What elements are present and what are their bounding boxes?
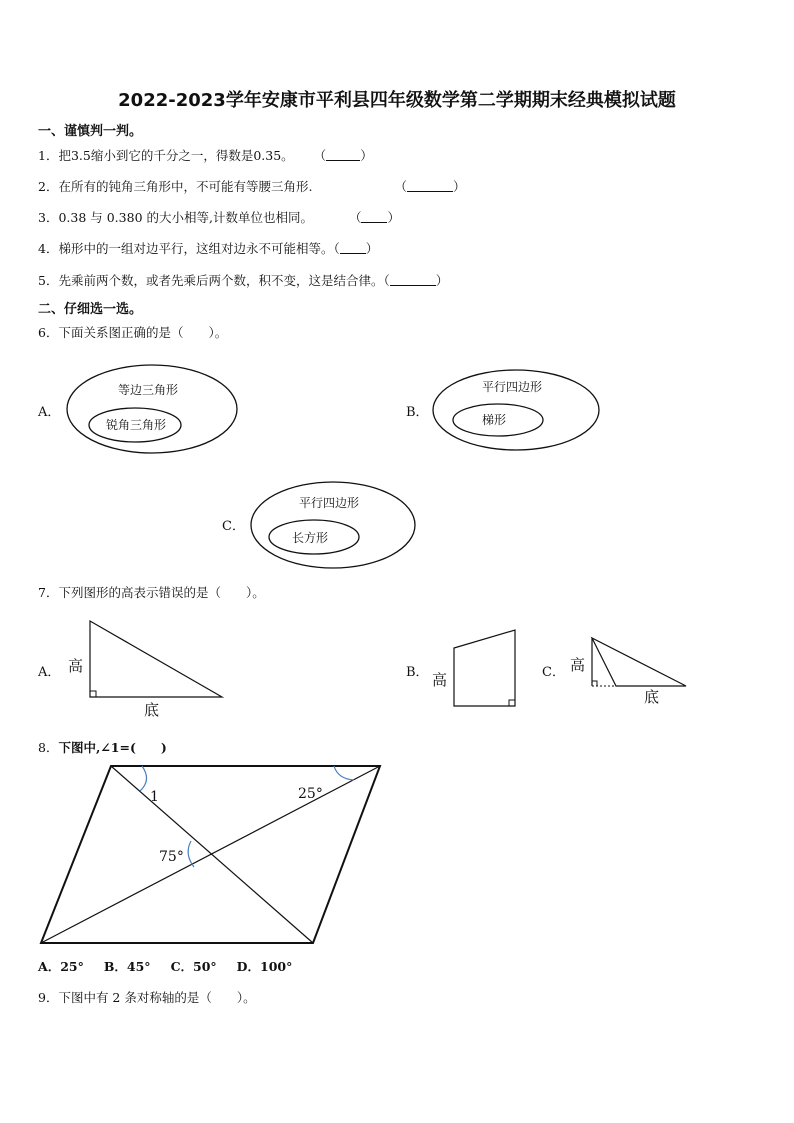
- inner-label: 梯形: [481, 413, 507, 427]
- q8-choice-a[interactable]: A．25°: [38, 959, 84, 974]
- question-5: 5．先乘前两个数，或者先乘后两个数，积不变，这是结合律。（ ）: [38, 273, 449, 288]
- question-number: 1．: [38, 148, 59, 163]
- trapezoid: [454, 630, 515, 706]
- angle-1-label: 1: [150, 789, 159, 805]
- outer-label: 等边三角形: [117, 383, 179, 397]
- q7-option-c-label[interactable]: C．: [542, 665, 565, 680]
- q6-option-c-diagram: [248, 479, 420, 571]
- question-6: [38, 323, 227, 341]
- q6-option-c-label[interactable]: C．: [222, 519, 245, 534]
- base-label: 底: [144, 701, 160, 719]
- q6-option-b-label[interactable]: B．: [406, 405, 429, 420]
- height-label: 高: [570, 656, 586, 674]
- question-text: 下列图形的高表示错误的是（ ）。: [58, 585, 265, 600]
- q8-choice-c[interactable]: C．50°: [170, 959, 217, 974]
- right-angle-mark: [90, 691, 96, 697]
- right-angle-mark: [592, 681, 597, 686]
- question-number: 4．: [38, 241, 59, 256]
- outer-ellipse: [251, 482, 415, 568]
- inner-label: 长方形: [291, 531, 329, 545]
- diagonal-2: [41, 766, 380, 943]
- answer-blank[interactable]: [361, 210, 387, 223]
- q8-choice-d[interactable]: D．100°: [236, 959, 293, 974]
- height-label: 高: [68, 657, 84, 675]
- outer-label: 平行四边形: [481, 380, 543, 394]
- question-text: 把3.5缩小到它的千分之一，得数是0.35。: [58, 148, 294, 163]
- q7-option-a-diagram: [60, 615, 230, 721]
- answer-blank[interactable]: [390, 273, 436, 286]
- question-text: 下图中,∠1=( ): [58, 740, 167, 755]
- question-text: 下面关系图正确的是（ ）。: [58, 325, 228, 340]
- question-text: 先乘前两个数，或者先乘后两个数，积不变，这是结合律。: [58, 273, 384, 288]
- angle-25-label: 25°: [298, 786, 323, 802]
- q7-option-a-label[interactable]: A．: [38, 665, 61, 680]
- question-number: 3．: [38, 210, 59, 225]
- answer-blank[interactable]: [326, 148, 360, 161]
- section-heading-choose: 二、仔细选一选。: [38, 302, 143, 317]
- question-text: 在所有的钝角三角形中，不可能有等腰三角形.: [58, 179, 313, 194]
- q7-option-b-label[interactable]: B．: [406, 665, 429, 680]
- height-label: 高: [432, 671, 448, 689]
- q8-choices: [38, 957, 292, 975]
- question-number: 6．: [38, 325, 59, 340]
- question-8: [38, 738, 167, 756]
- question-text: 梯形中的一组对边平行，这组对边永不可能相等。: [58, 241, 334, 256]
- angle-75-label: 75°: [159, 849, 184, 865]
- diagonal-1: [111, 766, 313, 943]
- q6-option-a-diagram: [64, 362, 242, 456]
- q8-choice-b[interactable]: B．45°: [103, 959, 151, 974]
- question-number: 5．: [38, 273, 59, 288]
- answer-blank[interactable]: [407, 179, 453, 192]
- angle-1-arc: [140, 766, 147, 791]
- angle-25-arc: [334, 766, 354, 780]
- question-text: 下图中有 2 条对称轴的是（ ）。: [58, 990, 256, 1005]
- question-9: [38, 988, 256, 1006]
- q8-parallelogram-diagram: [36, 760, 388, 950]
- right-angle-mark: [509, 700, 515, 706]
- section-heading-judge: 一、谨慎判一判。: [38, 124, 143, 139]
- question-number: 7．: [38, 585, 59, 600]
- obtuse-triangle: [592, 638, 686, 686]
- q7-option-b-diagram: [428, 626, 522, 712]
- inner-label: 锐角三角形: [105, 418, 167, 432]
- question-4: 4．梯形中的一组对边平行，这组对边永不可能相等。（ ）: [38, 241, 379, 256]
- base-label: 底: [644, 688, 660, 706]
- question-number: 9．: [38, 990, 59, 1005]
- question-number: 8．: [38, 740, 59, 755]
- right-triangle: [90, 621, 222, 697]
- question-text: 0.38 与 0.380 的大小相等,计数单位也相同。: [58, 210, 313, 225]
- outer-label: 平行四边形: [298, 496, 360, 510]
- q6-option-b-diagram: [430, 368, 604, 454]
- question-number: 2．: [38, 179, 59, 194]
- question-3: 3．0.38 与 0.380 的大小相等,计数单位也相同。 （ ）: [38, 210, 400, 225]
- q6-option-a-label[interactable]: A．: [38, 405, 61, 420]
- question-7: [38, 583, 265, 601]
- q7-option-c-diagram: [566, 632, 690, 708]
- question-2: 2．在所有的钝角三角形中，不可能有等腰三角形. （ ）: [38, 179, 466, 194]
- question-1: 1．把3.5缩小到它的千分之一，得数是0.35。 （ ）: [38, 148, 373, 163]
- page-title: 2022-2023学年安康市平利县四年级数学第二学期期末经典模拟试题: [118, 90, 676, 111]
- answer-blank[interactable]: [340, 241, 366, 254]
